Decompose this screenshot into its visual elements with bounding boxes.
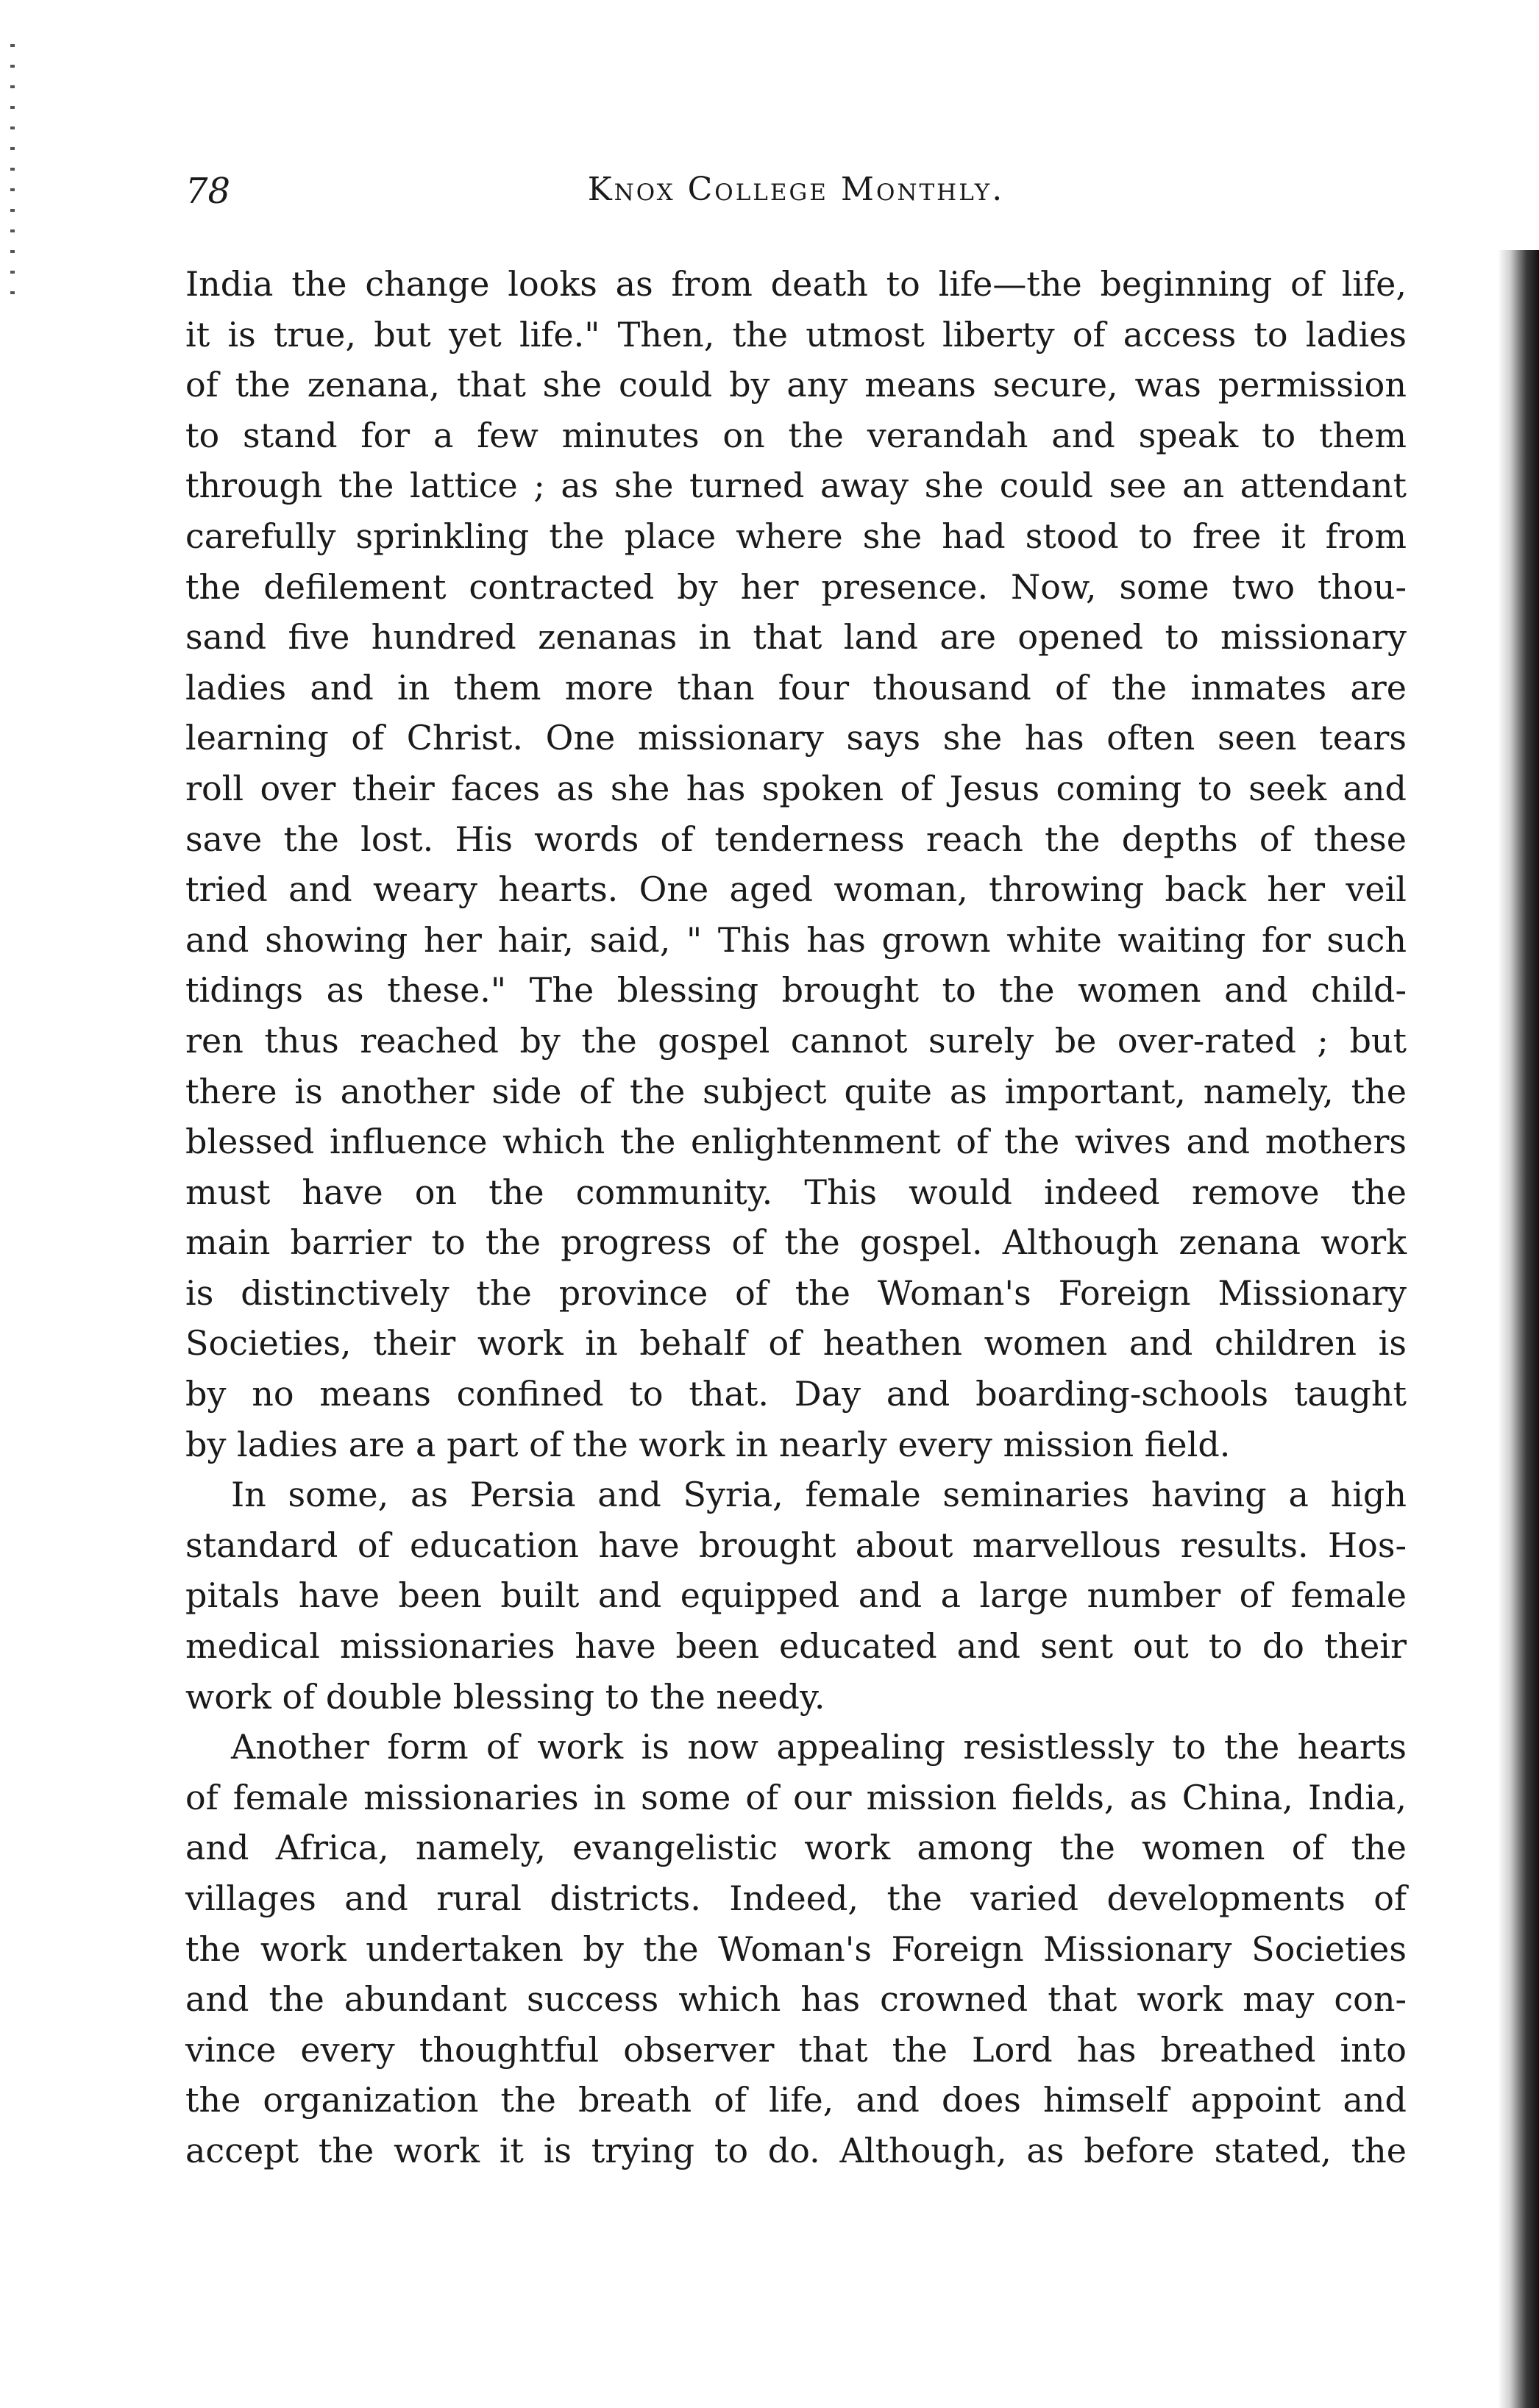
text-line: ladies and in them more than four thousand of the inmates are — [185, 667, 1407, 708]
page-number: 78 — [185, 171, 231, 212]
text-line: and Africa, namely, evangelistic work among the women of the — [185, 1828, 1407, 1868]
text-line: the defilement contracted by her presence. Now, some two thou- — [185, 566, 1407, 607]
text-line: ren thus reached by the gospel cannot surely be over-rated ; but — [185, 1020, 1407, 1061]
text-line: it is true, but yet life." Then, the utmost liberty of access to ladies — [185, 314, 1407, 355]
text-line: by no means confined to that. Day and boarding-schools taught — [185, 1374, 1407, 1414]
text-line: standard of education have brought about marvellous results. Hos- — [185, 1525, 1407, 1565]
body-text — [185, 259, 1407, 2176]
scan-speckle-marks — [10, 44, 15, 309]
text-line: is distinctively the province of the Woman's Foreign Missionary — [185, 1272, 1407, 1313]
running-head: Knox College Monthly. — [587, 171, 1005, 208]
text-line: Societies, their work in behalf of heathen women and children is — [185, 1323, 1407, 1364]
text-line: work of double blessing to the needy. — [185, 1676, 825, 1717]
text-line: must have on the community. This would indeed remove the — [185, 1172, 1407, 1212]
text-line: sand five hundred zenanas in that land are opened to missionary — [185, 617, 1407, 658]
text-line: villages and rural districts. Indeed, the varied developments of — [185, 1878, 1407, 1918]
text-line: roll over their faces as she has spoken of Jesus coming to seek and — [185, 768, 1407, 808]
text-line: by ladies are a part of the work in nearly every mission field. — [185, 1424, 1231, 1464]
text-line: and the abundant success which has crowned that work may con- — [185, 1979, 1407, 2020]
text-line: save the lost. His words of tenderness reach the depths of these — [185, 819, 1407, 859]
text-line: main barrier to the progress of the gospel. Although zenana work — [185, 1222, 1407, 1263]
page-header — [185, 171, 1407, 222]
paragraph-start-line: In some, as Persia and Syria, female seminaries having a high — [231, 1475, 1407, 1515]
text-line: medical missionaries have been educated and sent out to do their — [185, 1626, 1407, 1667]
text-line: there is another side of the subject quite as important, namely, the — [185, 1071, 1407, 1111]
text-line: blessed influence which the enlightenment of the wives and mothers — [185, 1122, 1407, 1162]
text-line: India the change looks as from death to life—the beginning of life, — [185, 264, 1407, 304]
binding-shadow — [1498, 250, 1539, 2408]
text-line: vince every thoughtful observer that the Lord has breathed into — [185, 2029, 1407, 2070]
text-line: of the zenana, that she could by any means secure, was permission — [185, 365, 1407, 405]
paragraph-start-line: Another form of work is now appealing resistlessly to the hearts — [231, 1727, 1407, 1767]
text-line: tried and weary hearts. One aged woman, throwing back her veil — [185, 869, 1407, 910]
text-line: to stand for a few minutes on the verandah and speak to them — [185, 415, 1407, 455]
text-line: pitals have been built and equipped and a large number of female — [185, 1575, 1407, 1616]
text-line: of female missionaries in some of our mission fields, as China, India, — [185, 1777, 1407, 1817]
text-line: the work undertaken by the Woman's Foreign Missionary Societies — [185, 1928, 1407, 1969]
text-line: learning of Christ. One missionary says she has often seen tears — [185, 718, 1407, 758]
text-line: through the lattice ; as she turned away she could see an attendant — [185, 466, 1407, 506]
text-line: accept the work it is trying to do. Although, as before stated, the — [185, 2130, 1407, 2170]
text-line: the organization the breath of life, and does himself appoint and — [185, 2080, 1407, 2120]
text-line: carefully sprinkling the place where she had stood to free it from — [185, 516, 1407, 556]
text-line: and showing her hair, said, " This has grown white waiting for such — [185, 919, 1407, 960]
text-line: tidings as these." The blessing brought to the women and child- — [185, 970, 1407, 1011]
